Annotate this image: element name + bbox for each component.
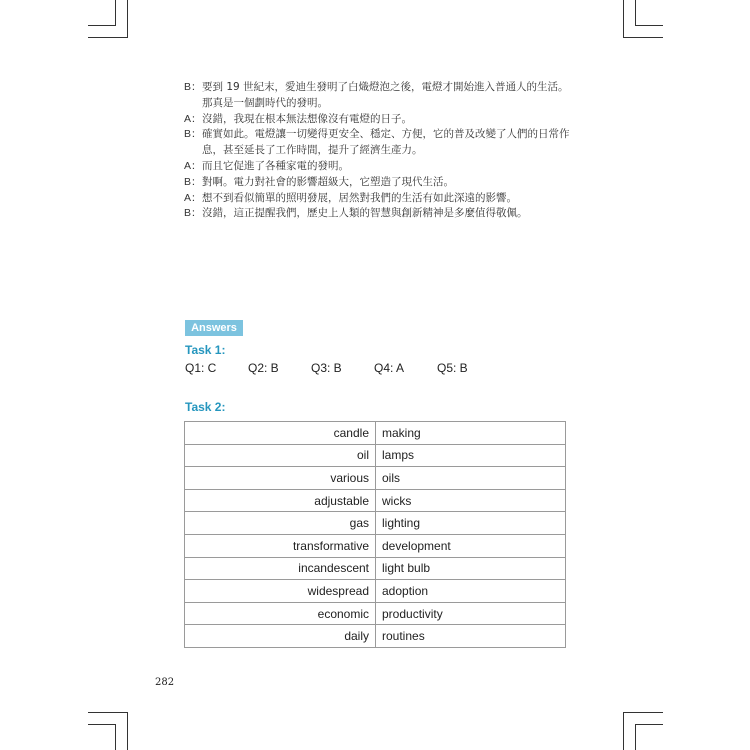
table-cell-right: oils: [376, 467, 566, 490]
dialogue-line: [184, 191, 584, 207]
table-cell-right: routines: [376, 625, 566, 648]
speaker: B：: [184, 175, 202, 188]
task1-title: Task 1:: [185, 343, 226, 357]
crop-mark: [115, 724, 116, 750]
table-row: [185, 467, 566, 490]
dialogue-block: [184, 80, 584, 222]
dialogue-line: [184, 159, 584, 175]
table-row: [185, 444, 566, 467]
table-cell-left: economic: [185, 602, 376, 625]
crop-mark: [623, 712, 624, 750]
crop-mark: [115, 0, 116, 26]
table-cell-right: productivity: [376, 602, 566, 625]
dialogue-line: [184, 175, 584, 191]
table-cell-left: oil: [185, 444, 376, 467]
table-cell-left: gas: [185, 512, 376, 535]
task1-answer: Q1: C: [185, 361, 217, 375]
table-cell-right: wicks: [376, 489, 566, 512]
table-cell-right: making: [376, 422, 566, 445]
table-cell-right: development: [376, 534, 566, 557]
table-cell-left: various: [185, 467, 376, 490]
table-row: [185, 625, 566, 648]
task1-answer: Q4: A: [374, 361, 405, 375]
dialogue-text: 息，甚至延長了工作時間，提升了經濟生產力。: [202, 144, 423, 157]
crop-mark: [88, 712, 128, 713]
crop-mark: [635, 724, 663, 725]
crop-mark: [88, 724, 116, 725]
table-cell-right: lamps: [376, 444, 566, 467]
dialogue-text: 要到 19 世紀末，愛迪生發明了白熾燈泡之後，電燈才開始進入普通人的生活。: [202, 81, 569, 93]
speaker: B：: [184, 128, 202, 141]
table-cell-right: light bulb: [376, 557, 566, 580]
table-cell-left: incandescent: [185, 557, 376, 580]
speaker: A：: [184, 112, 202, 125]
task2-title: Task 2:: [185, 400, 226, 414]
table-cell-right: lighting: [376, 512, 566, 535]
speaker: A：: [184, 159, 202, 172]
table-row: [185, 602, 566, 625]
dialogue-line: [184, 143, 584, 159]
dialogue-text: 沒錯，我現在根本無法想像沒有電燈的日子。: [202, 112, 412, 125]
dialogue-line: [184, 80, 584, 96]
table-cell-right: adoption: [376, 580, 566, 603]
dialogue-text: 想不到看似簡單的照明發展，居然對我們的生活有如此深遠的影響。: [202, 191, 517, 204]
crop-mark: [623, 0, 624, 38]
speaker: A：: [184, 191, 202, 204]
crop-mark: [623, 37, 663, 38]
table-row: [185, 512, 566, 535]
table-cell-left: widespread: [185, 580, 376, 603]
answers-badge: Answers: [185, 320, 243, 336]
task1-answer: Q3: B: [311, 361, 342, 375]
dialogue-line: [184, 112, 584, 128]
dialogue-text: 而且它促進了各種家電的發明。: [202, 159, 349, 172]
crop-mark: [88, 37, 128, 38]
task1-answer: Q5: B: [437, 361, 468, 375]
table-cell-left: transformative: [185, 534, 376, 557]
dialogue-text: 沒錯，這正提醒我們，歷史上人類的智慧與創新精神是多麼值得敬佩。: [202, 207, 528, 220]
speaker: [184, 143, 202, 159]
dialogue-text: 對啊。電力對社會的影響超級大，它塑造了現代生活。: [202, 175, 454, 188]
page-number: 282: [155, 677, 175, 688]
crop-mark: [127, 0, 128, 38]
table-cell-left: candle: [185, 422, 376, 445]
speaker: B：: [184, 207, 202, 220]
table-row: [185, 489, 566, 512]
crop-mark: [623, 712, 663, 713]
speaker: B：: [184, 81, 202, 93]
table-row: [185, 557, 566, 580]
dialogue-text: 那真是一個劃時代的發明。: [202, 96, 328, 109]
crop-mark: [635, 724, 636, 750]
table-row: [185, 422, 566, 445]
task1-answer: Q2: B: [248, 361, 279, 375]
task2-table: [184, 421, 566, 648]
dialogue-line: [184, 127, 584, 143]
crop-mark: [88, 25, 116, 26]
table-cell-left: adjustable: [185, 489, 376, 512]
table-row: [185, 534, 566, 557]
table-cell-left: daily: [185, 625, 376, 648]
speaker: [184, 96, 202, 112]
crop-mark: [635, 25, 663, 26]
dialogue-text: 確實如此。電燈讓一切變得更安全、穩定、方便，它的普及改變了人們的日常作: [202, 128, 570, 141]
crop-mark: [635, 0, 636, 26]
table-row: [185, 580, 566, 603]
crop-mark: [127, 712, 128, 750]
dialogue-line: [184, 206, 584, 222]
dialogue-line: [184, 96, 584, 112]
